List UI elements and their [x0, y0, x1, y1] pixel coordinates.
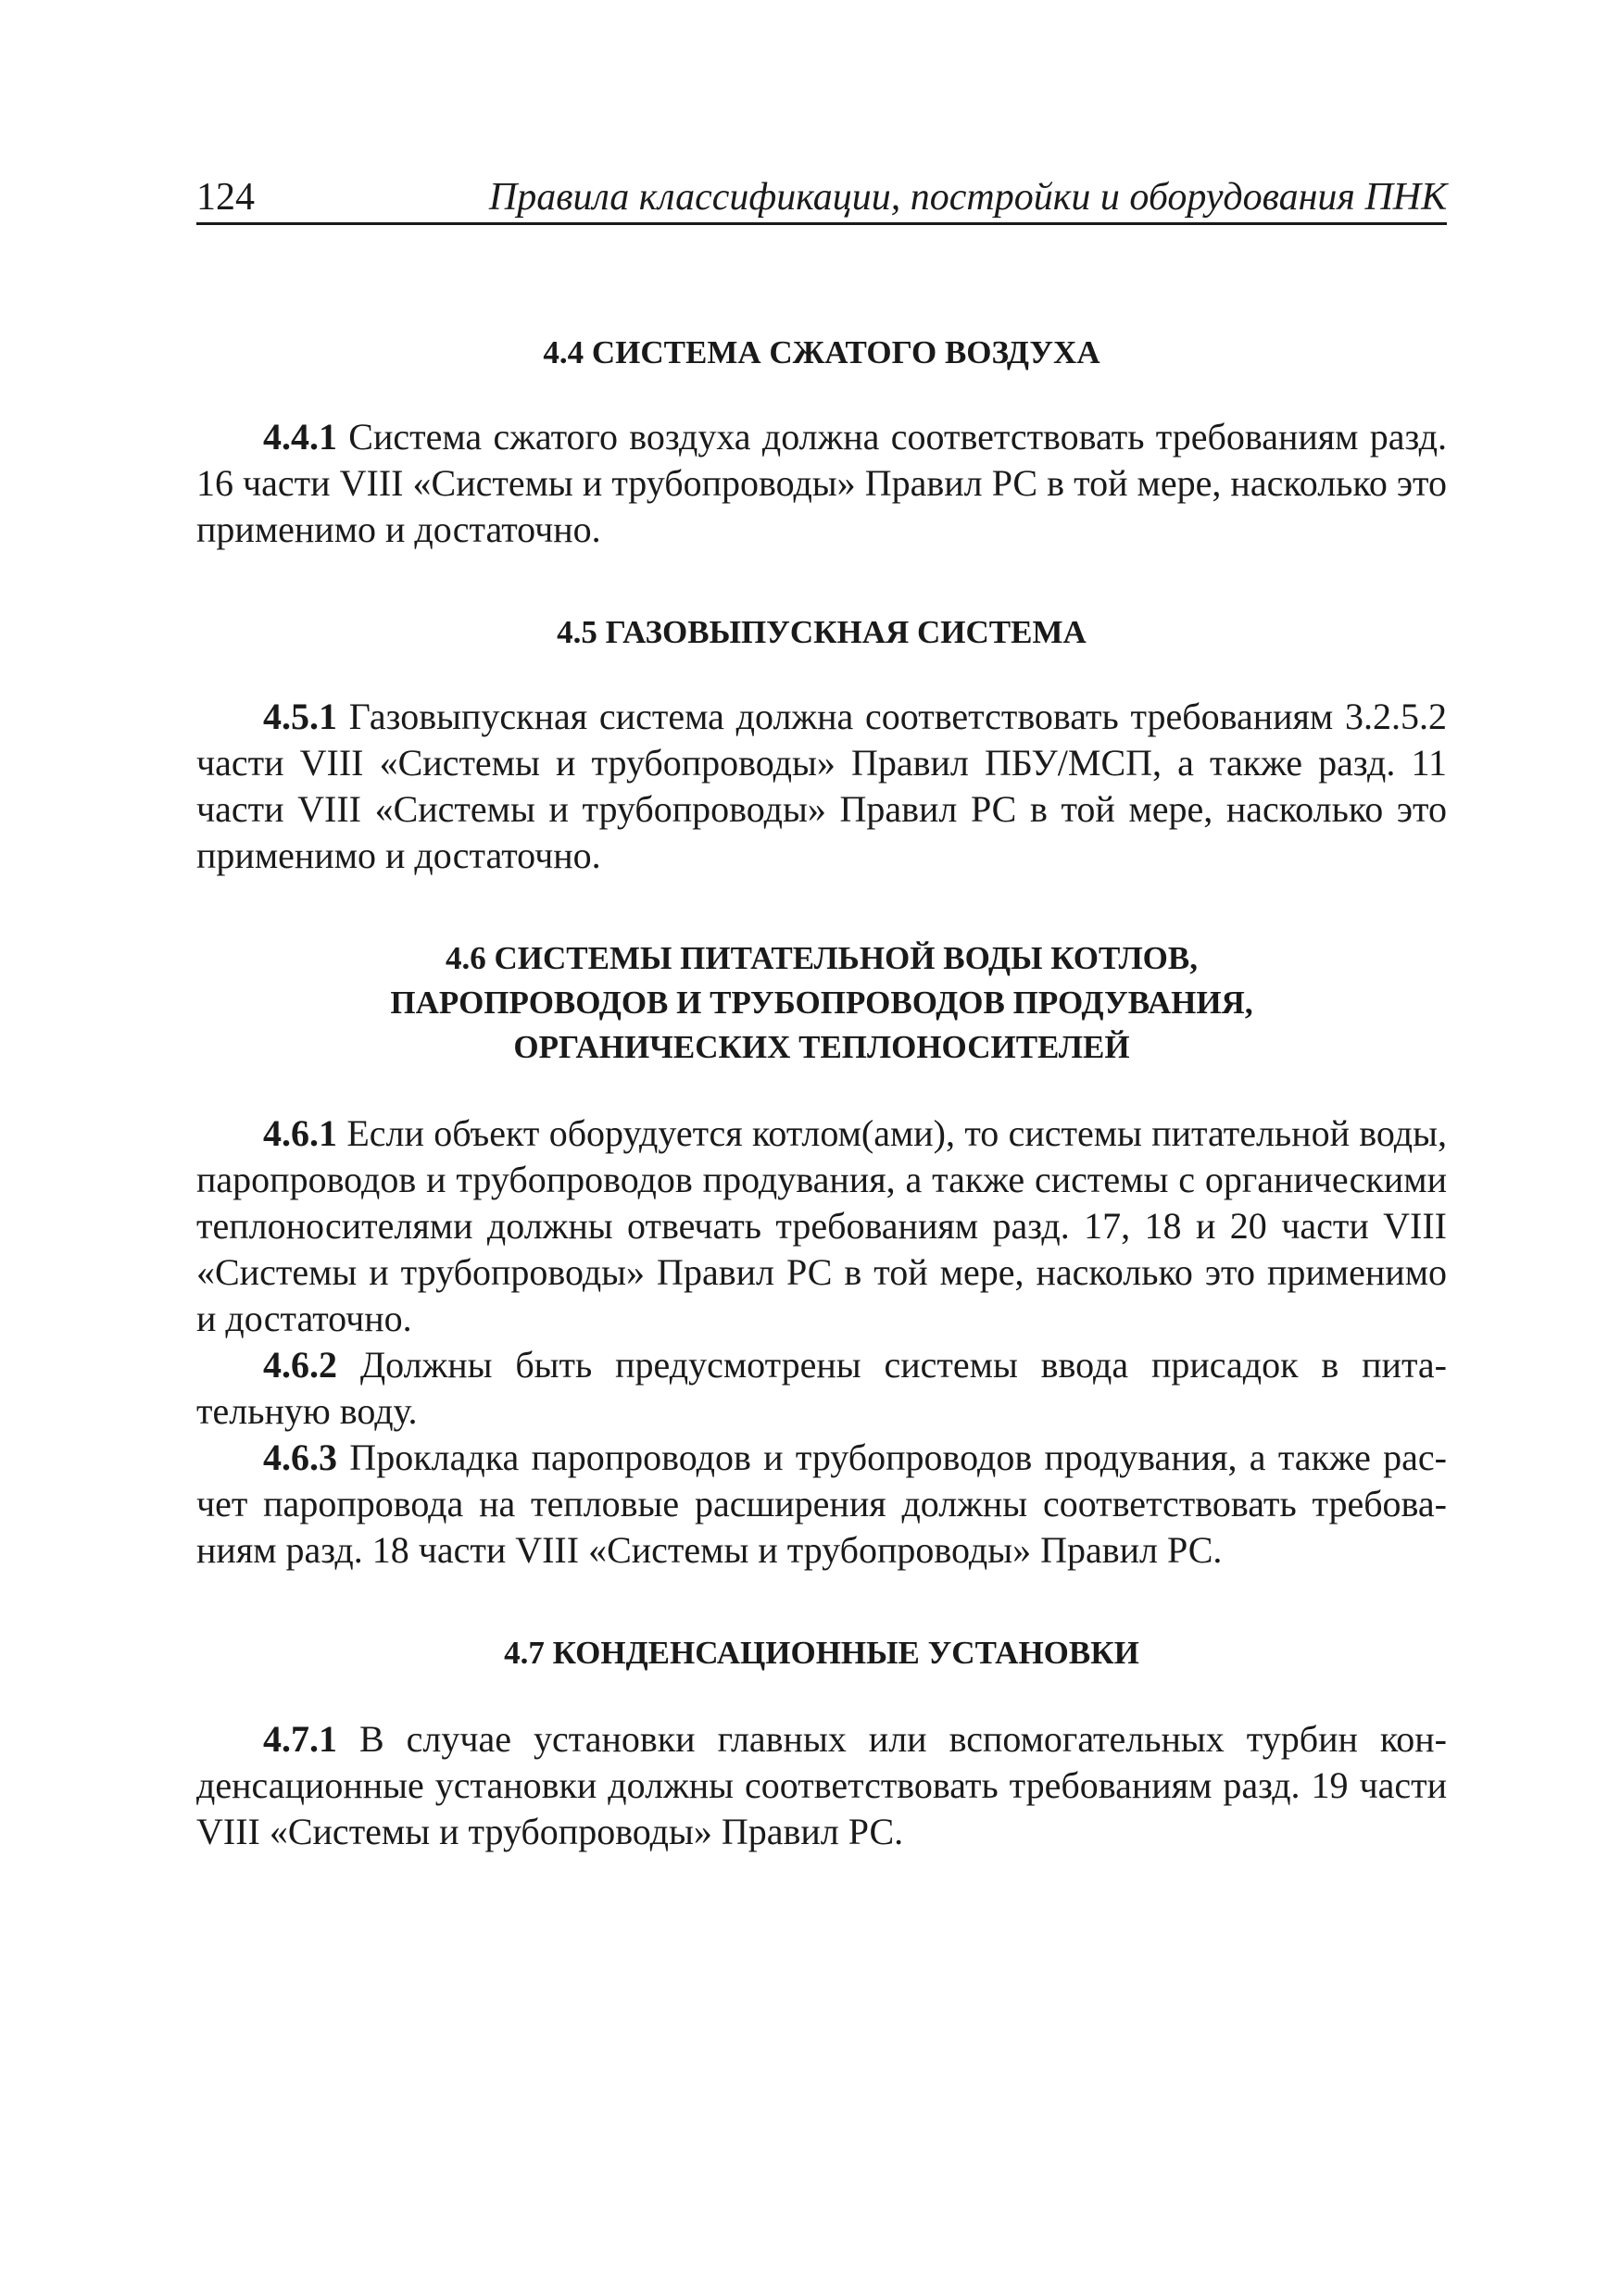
section-heading-4-6	[196, 936, 1447, 1070]
document-page	[196, 167, 1447, 1855]
heading-line: 4.6 СИСТЕМЫ ПИТАТЕЛЬНОЙ ВОДЫ КОТЛОВ,	[446, 940, 1198, 976]
heading-line: ПАРОПРОВОДОВ И ТРУБОПРОВОДОВ ПРОДУВАНИЯ,	[390, 985, 1253, 1021]
running-header-title: Правила классификации, постройки и оборудования ПНК	[488, 176, 1447, 219]
clause-number: 4.7.1	[263, 1718, 337, 1760]
paragraph-4-6-1	[196, 1110, 1447, 1342]
clause-text: Газовыпускная система должна соответствовать требованиям 3.2.5.2 части VIII «Системы и трубопроводы» Правил ПБУ/МСП, а также разд. 11 части VIII «Системы и трубопроводы» Правил РС в той мере, насколько это применимо и достаточно.	[196, 696, 1447, 876]
paragraph-4-4-1	[196, 414, 1447, 553]
section-heading-4-7: 4.7 КОНДЕНСАЦИОННЫЕ УСТАНОВКИ	[504, 1635, 1139, 1671]
section-heading-4-4: 4.4 СИСТЕМА СЖАТОГО ВОЗДУХА	[543, 334, 1100, 370]
clause-text: Если объект оборудуется котлом(ами), то системы питательной воды, паропроводов и трубопроводов продувания, а также системы с органическими теплоносителями должны отвечать требованиям разд. 17, 18 и 20 части VIII «Системы и трубопроводы» Правил РС в той мере, насколько это применимо и достаточно.	[196, 1112, 1447, 1339]
paragraph-4-6-3	[196, 1435, 1447, 1574]
clause-text: Прокладка паропроводов и трубопроводов продувания, а также расчет паропровода на тепловые расширения должны соответствовать требованиям разд. 18 части VIII «Системы и трубопроводы» Правил РС.	[196, 1437, 1447, 1571]
page-number: 124	[196, 176, 255, 219]
paragraph-4-6-2	[196, 1342, 1447, 1435]
clause-text: В случае установки главных или вспомогательных турбин конденсационные установки должны соответствовать требованиям разд. 19 части VIII «Системы и трубопроводы» Правил РС.	[196, 1718, 1447, 1852]
clause-number: 4.6.2	[263, 1344, 337, 1386]
clause-number: 4.5.1	[263, 696, 337, 737]
clause-text: Должны быть предусмотрены системы ввода присадок в питательную воду.	[196, 1344, 1447, 1432]
heading-line: ОРГАНИЧЕСКИХ ТЕПЛОНОСИТЕЛЕЙ	[513, 1029, 1130, 1065]
running-header	[196, 167, 1447, 225]
clause-number: 4.4.1	[263, 416, 337, 458]
clause-number: 4.6.3	[263, 1437, 337, 1478]
section-heading-4-5: 4.5 ГАЗОВЫПУСКНАЯ СИСТЕМА	[557, 614, 1087, 650]
clause-text: Система сжатого воздуха должна соответствовать требованиям разд. 16 части VIII «Системы и трубопроводы» Правил РС в той мере, насколько это применимо и достаточно.	[196, 416, 1447, 550]
clause-number: 4.6.1	[263, 1112, 337, 1154]
paragraph-4-7-1	[196, 1716, 1447, 1855]
paragraph-4-5-1	[196, 694, 1447, 879]
